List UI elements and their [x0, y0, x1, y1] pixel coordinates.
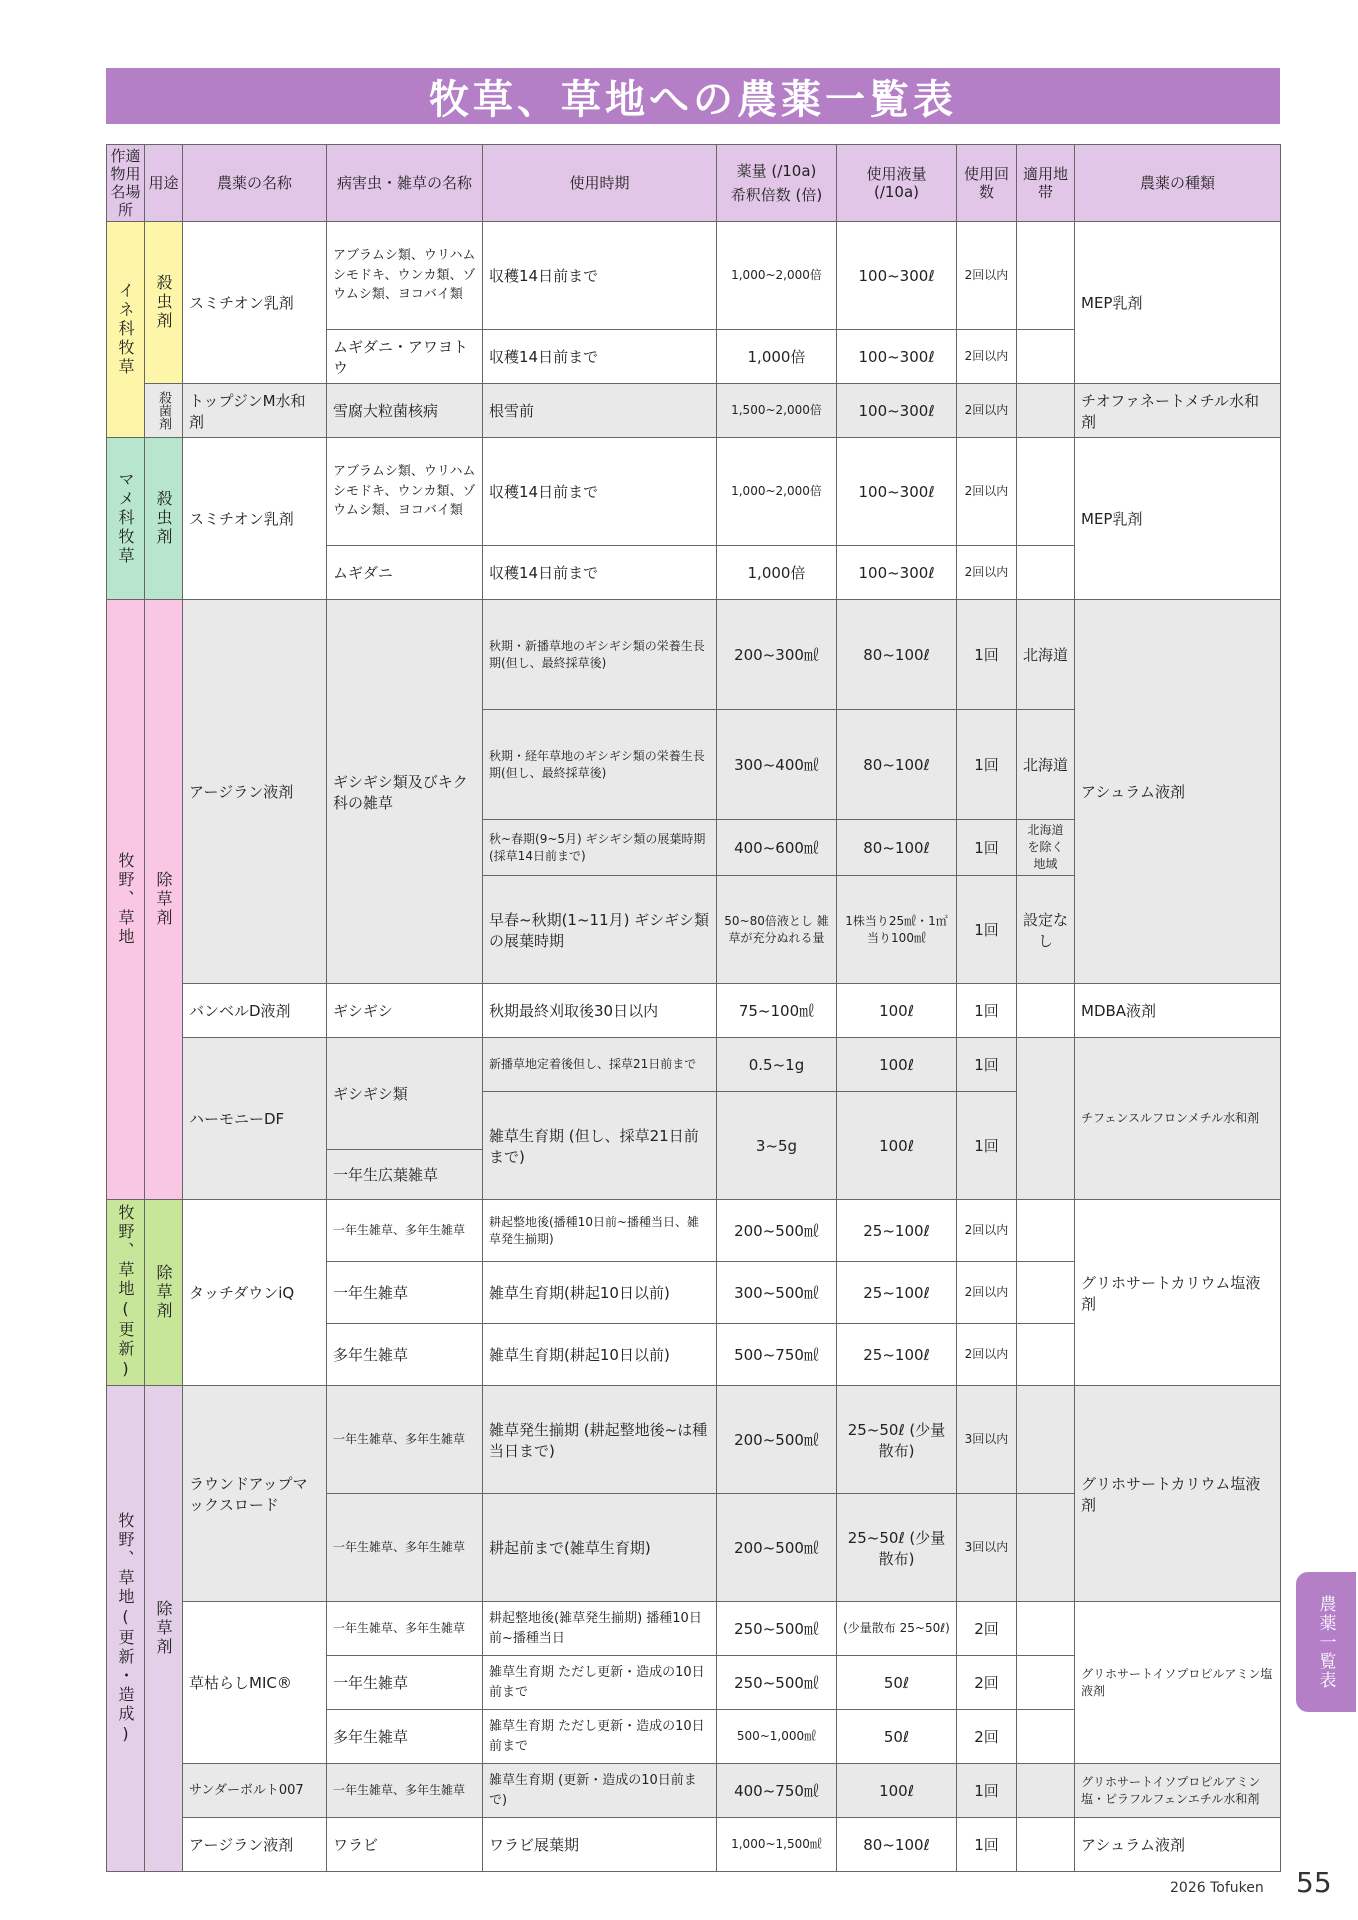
count-r1: 2回以内: [957, 222, 1017, 330]
header-region: 適用地帯: [1017, 145, 1075, 222]
amount-r3: 1,500~2,000倍: [717, 384, 837, 438]
amount-r20: 500~1,000㎖: [717, 1710, 837, 1764]
liquid-r9: 1株当り25㎖・1㎡当り100㎖: [837, 876, 957, 984]
header-use: 用途: [145, 145, 183, 222]
timing-r22: ワラビ展葉期: [483, 1818, 717, 1872]
count-r9: 1回: [957, 876, 1017, 984]
name-r18: 草枯らしMIC®: [183, 1602, 327, 1764]
target-r3: 雪腐大粒菌核病: [327, 384, 483, 438]
group-mame: マメ科牧草: [107, 438, 145, 600]
amount-r22: 1,000~1,500㎖: [717, 1818, 837, 1872]
name-r21: サンダーボルト007: [183, 1764, 327, 1818]
region-r15: [1017, 1324, 1075, 1386]
header-liquid-2: (/10a): [873, 183, 920, 201]
liquid-r2: 100~300ℓ: [837, 330, 957, 384]
timing-r15: 雑草生育期(耕起10日以前): [483, 1324, 717, 1386]
timing-r8: 秋~春期(9~5月) ギシギシ類の展葉時期(採草14日前まで): [483, 820, 717, 876]
name-r3: トップジンM水和剤: [183, 384, 327, 438]
liquid-r15: 25~100ℓ: [837, 1324, 957, 1386]
count-r18: 2回: [957, 1602, 1017, 1656]
header-timing: 使用時期: [483, 145, 717, 222]
region-r8: 北海道を除く地域: [1017, 820, 1075, 876]
region-r22: [1017, 1818, 1075, 1872]
amount-r13: 200~500㎖: [717, 1200, 837, 1262]
target-r20: 多年生雑草: [327, 1710, 483, 1764]
pesticide-table: [106, 144, 1281, 1872]
side-index-tab-label: 農薬一覧表: [1315, 1594, 1336, 1690]
group-ine: イネ科牧草: [107, 222, 145, 438]
amount-r15: 500~750㎖: [717, 1324, 837, 1386]
liquid-r10: 100ℓ: [837, 984, 957, 1038]
liquid-r14: 25~100ℓ: [837, 1262, 957, 1324]
region-r19: [1017, 1656, 1075, 1710]
name-r10: バンベルD液剤: [183, 984, 327, 1038]
count-r6: 1回: [957, 600, 1017, 710]
count-r11: 1回: [957, 1038, 1017, 1092]
use-herbicide-1: 除草剤: [145, 600, 183, 1200]
liquid-r3: 100~300ℓ: [837, 384, 957, 438]
timing-r17: 耕起前まで(雑草生育期): [483, 1494, 717, 1602]
amount-r6: 200~300㎖: [717, 600, 837, 710]
region-r13: [1017, 1200, 1075, 1262]
amount-r14: 300~500㎖: [717, 1262, 837, 1324]
timing-r19: 雑草生育期 ただし更新・造成の10日前まで: [483, 1656, 717, 1710]
amount-r1: 1,000~2,000倍: [717, 222, 837, 330]
target-r18: 一年生雑草、多年生雑草: [327, 1602, 483, 1656]
group-koushin: 牧野、草地(更新): [107, 1200, 145, 1386]
timing-r7: 秋期・経年草地のギシギシ類の栄養生長期(但し、最終採草後): [483, 710, 717, 820]
header-target: 病害虫・雑草の名称: [327, 145, 483, 222]
timing-r12: 雑草生育期 (但し、採草21日前まで): [483, 1092, 717, 1200]
timing-r14: 雑草生育期(耕起10日以前): [483, 1262, 717, 1324]
page-title-bar: [106, 68, 1280, 124]
header-amount-2: 希釈倍数 (倍): [730, 186, 823, 204]
liquid-r11: 100ℓ: [837, 1038, 957, 1092]
name-r11: ハーモニーDF: [183, 1038, 327, 1200]
region-r9: 設定なし: [1017, 876, 1075, 984]
timing-r1: 収穫14日前まで: [483, 222, 717, 330]
timing-r10: 秋期最終刈取後30日以内: [483, 984, 717, 1038]
type-r18: グリホサートイソプロピルアミン塩液剤: [1075, 1602, 1281, 1764]
count-r15: 2回以内: [957, 1324, 1017, 1386]
header-liquid-1: 使用液量: [866, 165, 927, 183]
amount-r18: 250~500㎖: [717, 1602, 837, 1656]
name-r13: タッチダウンiQ: [183, 1200, 327, 1386]
name-r22: アージラン液剤: [183, 1818, 327, 1872]
use-fungicide: 殺菌剤: [145, 384, 183, 438]
use-herbicide-3: 除草剤: [145, 1386, 183, 1872]
amount-r16: 200~500㎖: [717, 1386, 837, 1494]
count-r3: 2回以内: [957, 384, 1017, 438]
count-r17: 3回以内: [957, 1494, 1017, 1602]
timing-r20: 雑草生育期 ただし更新・造成の10日前まで: [483, 1710, 717, 1764]
region-r5: [1017, 546, 1075, 600]
liquid-r8: 80~100ℓ: [837, 820, 957, 876]
liquid-r6: 80~100ℓ: [837, 600, 957, 710]
type-r11: チフェンスルフロンメチル水和剤: [1075, 1038, 1281, 1200]
region-r3: [1017, 384, 1075, 438]
liquid-r21: 100ℓ: [837, 1764, 957, 1818]
count-r5: 2回以内: [957, 546, 1017, 600]
name-r6: アージラン液剤: [183, 600, 327, 984]
region-r14: [1017, 1262, 1075, 1324]
count-r14: 2回以内: [957, 1262, 1017, 1324]
target-r22: ワラビ: [327, 1818, 483, 1872]
region-r17: [1017, 1494, 1075, 1602]
count-r20: 2回: [957, 1710, 1017, 1764]
region-r20: [1017, 1710, 1075, 1764]
liquid-r18: (少量散布 25~50ℓ): [837, 1602, 957, 1656]
count-r2: 2回以内: [957, 330, 1017, 384]
header-amount-1: 薬量 (/10a): [736, 162, 817, 180]
region-r10: [1017, 984, 1075, 1038]
type-r21: グリホサートイソプロピルアミン塩・ピラフルフェンエチル水和剤: [1075, 1764, 1281, 1818]
liquid-r17: 25~50ℓ (少量散布): [837, 1494, 957, 1602]
amount-r21: 400~750㎖: [717, 1764, 837, 1818]
side-index-tab[interactable]: [1296, 1572, 1356, 1712]
amount-r9: 50~80倍液とし 雑草が充分ぬれる量: [717, 876, 837, 984]
amount-r17: 200~500㎖: [717, 1494, 837, 1602]
amount-r2: 1,000倍: [717, 330, 837, 384]
target-r21: 一年生雑草、多年生雑草: [327, 1764, 483, 1818]
header-liquid: [837, 145, 957, 222]
amount-r8: 400~600㎖: [717, 820, 837, 876]
type-r3: チオファネートメチル水和剤: [1075, 384, 1281, 438]
count-r8: 1回: [957, 820, 1017, 876]
timing-r11: 新播草地定着後但し、採草21日前まで: [483, 1038, 717, 1092]
use-herbicide-2: 除草剤: [145, 1200, 183, 1386]
target-r12: 一年生広葉雑草: [327, 1150, 483, 1200]
target-r1: アブラムシ類、ウリハムシモドキ、ウンカ類、ゾウムシ類、ヨコバイ類: [327, 222, 483, 330]
count-r21: 1回: [957, 1764, 1017, 1818]
use-insecticide-1: 殺虫剤: [145, 222, 183, 384]
liquid-r7: 80~100ℓ: [837, 710, 957, 820]
count-r4: 2回以内: [957, 438, 1017, 546]
liquid-r20: 50ℓ: [837, 1710, 957, 1764]
liquid-r19: 50ℓ: [837, 1656, 957, 1710]
target-r17: 一年生雑草、多年生雑草: [327, 1494, 483, 1602]
target-r11: ギシギシ類: [327, 1038, 483, 1150]
target-r16: 一年生雑草、多年生雑草: [327, 1386, 483, 1494]
type-r13: グリホサートカリウム塩液剤: [1075, 1200, 1281, 1386]
amount-r10: 75~100㎖: [717, 984, 837, 1038]
timing-r5: 収穫14日前まで: [483, 546, 717, 600]
count-r16: 3回以内: [957, 1386, 1017, 1494]
header-name: 農薬の名称: [183, 145, 327, 222]
region-r1: [1017, 222, 1075, 330]
target-r14: 一年生雑草: [327, 1262, 483, 1324]
region-r18: [1017, 1602, 1075, 1656]
count-r13: 2回以内: [957, 1200, 1017, 1262]
footer-brand: 2026 Tofuken: [1170, 1880, 1264, 1896]
target-r5: ムギダニ: [327, 546, 483, 600]
type-r16: グリホサートカリウム塩液剤: [1075, 1386, 1281, 1602]
name-r16: ラウンドアップマックスロード: [183, 1386, 327, 1602]
timing-r13: 耕起整地後(播種10日前~播種当日、雑草発生揃期): [483, 1200, 717, 1262]
header-type: 農薬の種類: [1075, 145, 1281, 222]
count-r7: 1回: [957, 710, 1017, 820]
type-r10: MDBA液剤: [1075, 984, 1281, 1038]
count-r10: 1回: [957, 984, 1017, 1038]
region-r6: 北海道: [1017, 600, 1075, 710]
liquid-r13: 25~100ℓ: [837, 1200, 957, 1262]
target-r13: 一年生雑草、多年生雑草: [327, 1200, 483, 1262]
count-r19: 2回: [957, 1656, 1017, 1710]
liquid-r5: 100~300ℓ: [837, 546, 957, 600]
liquid-r1: 100~300ℓ: [837, 222, 957, 330]
region-r21: [1017, 1764, 1075, 1818]
amount-r7: 300~400㎖: [717, 710, 837, 820]
amount-r11: 0.5~1g: [717, 1038, 837, 1092]
header-count: 使用回数: [957, 145, 1017, 222]
timing-r6: 秋期・新播草地のギシギシ類の栄養生長期(但し、最終採草後): [483, 600, 717, 710]
group-zousei: 牧野、草地(更新・造成): [107, 1386, 145, 1872]
region-r2: [1017, 330, 1075, 384]
timing-r2: 収穫14日前まで: [483, 330, 717, 384]
type-r4: MEP乳剤: [1075, 438, 1281, 600]
header-crop: 作適物用名場所: [107, 145, 145, 222]
region-r11: [1017, 1038, 1075, 1200]
region-r16: [1017, 1386, 1075, 1494]
timing-r16: 雑草発生揃期 (耕起整地後~は種当日まで): [483, 1386, 717, 1494]
type-r6: アシュラム液剤: [1075, 600, 1281, 984]
target-r6: ギシギシ類及びキク科の雑草: [327, 600, 483, 984]
liquid-r22: 80~100ℓ: [837, 1818, 957, 1872]
group-bokuya: 牧野、草地: [107, 600, 145, 1200]
amount-r12: 3~5g: [717, 1092, 837, 1200]
liquid-r16: 25~50ℓ (少量散布): [837, 1386, 957, 1494]
timing-r18: 耕起整地後(雑草発生揃期) 播種10日前~播種当日: [483, 1602, 717, 1656]
use-insecticide-2: 殺虫剤: [145, 438, 183, 600]
region-r4: [1017, 438, 1075, 546]
target-r19: 一年生雑草: [327, 1656, 483, 1710]
region-r7: 北海道: [1017, 710, 1075, 820]
name-r4: スミチオン乳剤: [183, 438, 327, 600]
timing-r4: 収穫14日前まで: [483, 438, 717, 546]
target-r15: 多年生雑草: [327, 1324, 483, 1386]
liquid-r4: 100~300ℓ: [837, 438, 957, 546]
amount-r4: 1,000~2,000倍: [717, 438, 837, 546]
target-r2: ムギダニ・アワヨトウ: [327, 330, 483, 384]
page-number: 55: [1296, 1866, 1332, 1899]
header-amount: [717, 145, 837, 222]
type-r1: MEP乳剤: [1075, 222, 1281, 384]
liquid-r12: 100ℓ: [837, 1092, 957, 1200]
count-r22: 1回: [957, 1818, 1017, 1872]
name-r1: スミチオン乳剤: [183, 222, 327, 384]
target-r4: アブラムシ類、ウリハムシモドキ、ウンカ類、ゾウムシ類、ヨコバイ類: [327, 438, 483, 546]
target-r10: ギシギシ: [327, 984, 483, 1038]
timing-r21: 雑草生育期 (更新・造成の10日前まで): [483, 1764, 717, 1818]
count-r12: 1回: [957, 1092, 1017, 1200]
amount-r19: 250~500㎖: [717, 1656, 837, 1710]
timing-r3: 根雪前: [483, 384, 717, 438]
page-title: 牧草、草地への農薬一覧表: [429, 76, 957, 123]
amount-r5: 1,000倍: [717, 546, 837, 600]
timing-r9: 早春~秋期(1~11月) ギシギシ類の展葉時期: [483, 876, 717, 984]
type-r22: アシュラム液剤: [1075, 1818, 1281, 1872]
